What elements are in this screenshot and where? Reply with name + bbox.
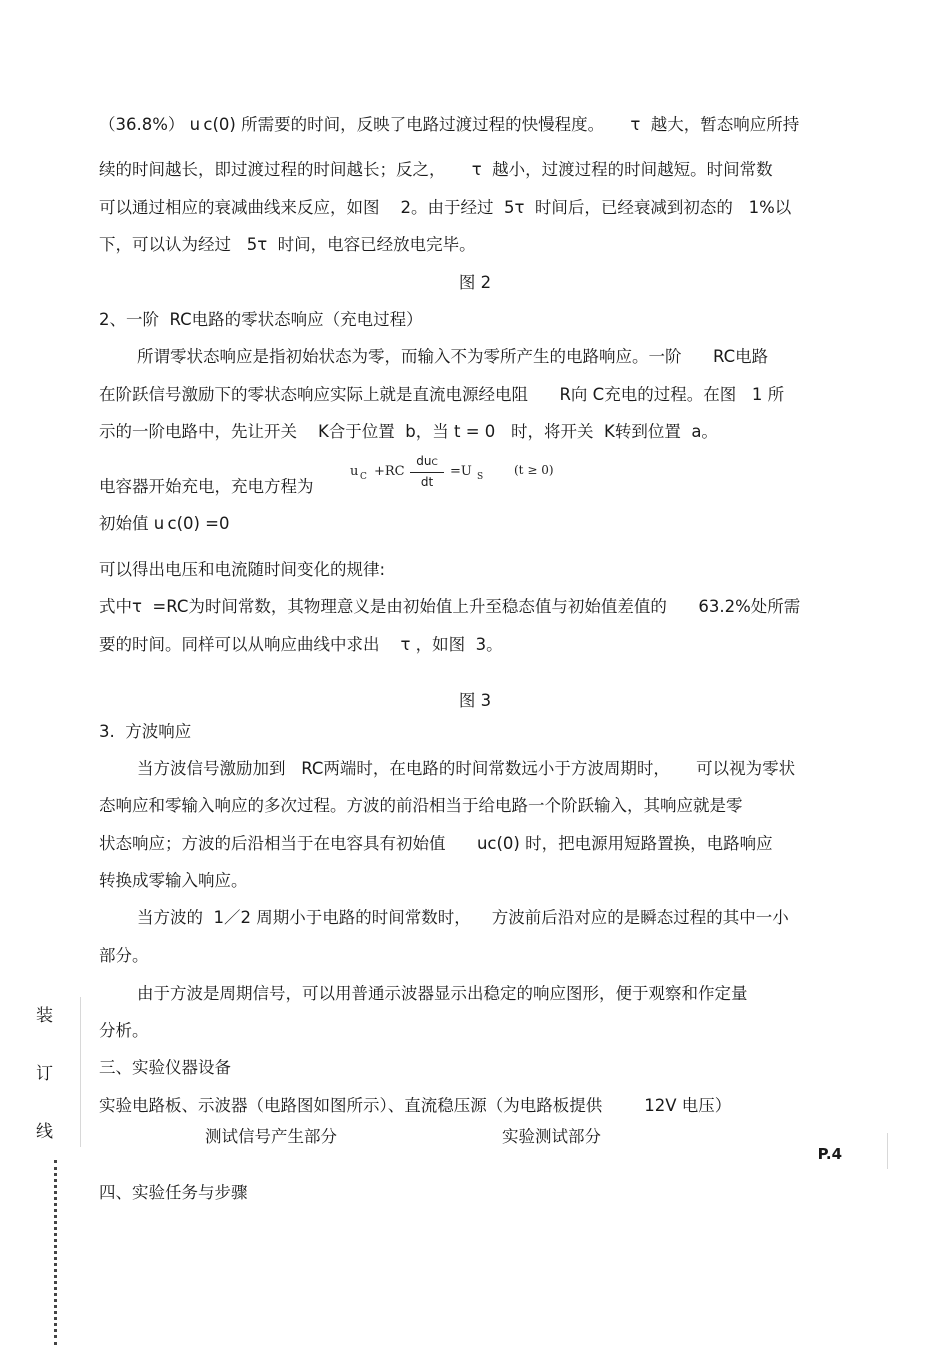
eq-us-sub: S xyxy=(477,472,484,482)
paragraph-line: 当方波信号激励加到 RC两端时，在电路的时间常数远小于方波周期时， 可以视为零状 xyxy=(137,759,796,778)
figure-label-right: 实验测试部分 xyxy=(502,1127,601,1146)
paragraph-line: 可以得出电压和电流随时间变化的规律: xyxy=(99,560,386,579)
paragraph-line: 可以通过相应的衰减曲线来反应，如图 2。由于经过 5τ 时间后，已经衰减到初态的 1%以 xyxy=(99,198,792,217)
eq-plus-rc: +RC xyxy=(374,464,405,479)
figure-caption: 图 3 xyxy=(458,691,492,710)
paragraph-line: 要的时间。同样可以从响应曲线中求出 τ ，如图 3。 xyxy=(99,635,503,654)
eq-equals-u: =U xyxy=(450,464,472,479)
eq-u: u xyxy=(350,464,359,479)
binding-char: 装 xyxy=(36,1006,53,1026)
paragraph-line: 续的时间越长，即过渡过程的时间越长；反之， τ 越小，过渡过程的时间越短。时间常数 xyxy=(99,160,773,179)
binding-char: 线 xyxy=(36,1122,53,1142)
paragraph-line: 下，可以认为经过 5τ 时间，电容已经放电完毕。 xyxy=(99,235,476,254)
section-heading: 三、实验仪器设备 xyxy=(99,1058,231,1077)
paragraph-line: 转换成零输入响应。 xyxy=(99,871,248,890)
binding-char: 订 xyxy=(36,1064,53,1084)
paragraph-line: 状态响应；方波的后沿相当于在电容具有初始值 uc(0) 时，把电源用短路置换，电路响应 xyxy=(99,834,773,853)
eq-u-sub: C xyxy=(360,472,367,482)
paragraph-line: 部分。 xyxy=(99,946,149,965)
eq-condition: (t ≥ 0) xyxy=(514,463,554,477)
paragraph-line: 示的一阶电路中，先让开关 K合于位置 b，当 t = 0 时，将开关 K转到位置 a。 xyxy=(99,422,718,441)
eq-fraction xyxy=(410,454,444,489)
paragraph-line: 实验电路板、示波器（电路图如图所示）、直流稳压源（为电路板提供 12V 电压） xyxy=(99,1096,732,1115)
figure-label-left: 测试信号产生部分 xyxy=(205,1127,337,1146)
paragraph-line: （36.8%） u c(0) 所需要的时间，反映了电路过渡过程的快慢程度。 τ 越大，暂态响应所持 xyxy=(99,115,800,134)
paragraph-line: 由于方波是周期信号，可以用普通示波器显示出稳定的响应图形，便于观察和作定量 xyxy=(137,984,748,1003)
paragraph-line: 电容器开始充电，充电方程为 xyxy=(99,477,314,496)
binding-dotted-line xyxy=(54,1160,57,1345)
paragraph-line: 在阶跃信号激励下的零状态响应实际上就是直流电源经电阻 R向 C充电的过程。在图 1 所 xyxy=(99,385,785,404)
page-number: P.4 xyxy=(817,1145,842,1163)
paragraph-line: 式中τ =RC为时间常数，其物理意义是由初始值上升至稳态值与初始值差值的 63.2%处所需 xyxy=(99,597,801,616)
paragraph-line: 当方波的 1／2 周期小于电路的时间常数时， 方波前后沿对应的是瞬态过程的其中一小 xyxy=(137,908,789,927)
eq-den: dt xyxy=(420,475,434,489)
eq-num: du xyxy=(416,454,432,468)
fraction-bar xyxy=(410,472,444,473)
paragraph-line: 态响应和零输入响应的多次过程。方波的前沿相当于给电路一个阶跃输入，其响应就是零 xyxy=(99,796,743,815)
paragraph-line: 分析。 xyxy=(99,1021,149,1040)
eq-num-sub: C xyxy=(431,458,438,468)
section-heading: 2、一阶 RC电路的零状态响应（充电过程） xyxy=(99,310,423,329)
right-margin-line xyxy=(887,1133,888,1169)
paragraph-line: 初始值 u c(0) =0 xyxy=(99,514,230,533)
section-heading: 四、实验任务与步骤 xyxy=(99,1183,248,1202)
paragraph-line: 所谓零状态响应是指初始状态为零，而输入不为零所产生的电路响应。一阶 RC电路 xyxy=(137,347,769,366)
figure-caption: 图 2 xyxy=(458,273,492,292)
section-heading: 3. 方波响应 xyxy=(99,722,192,741)
binding-margin-line xyxy=(80,997,81,1147)
